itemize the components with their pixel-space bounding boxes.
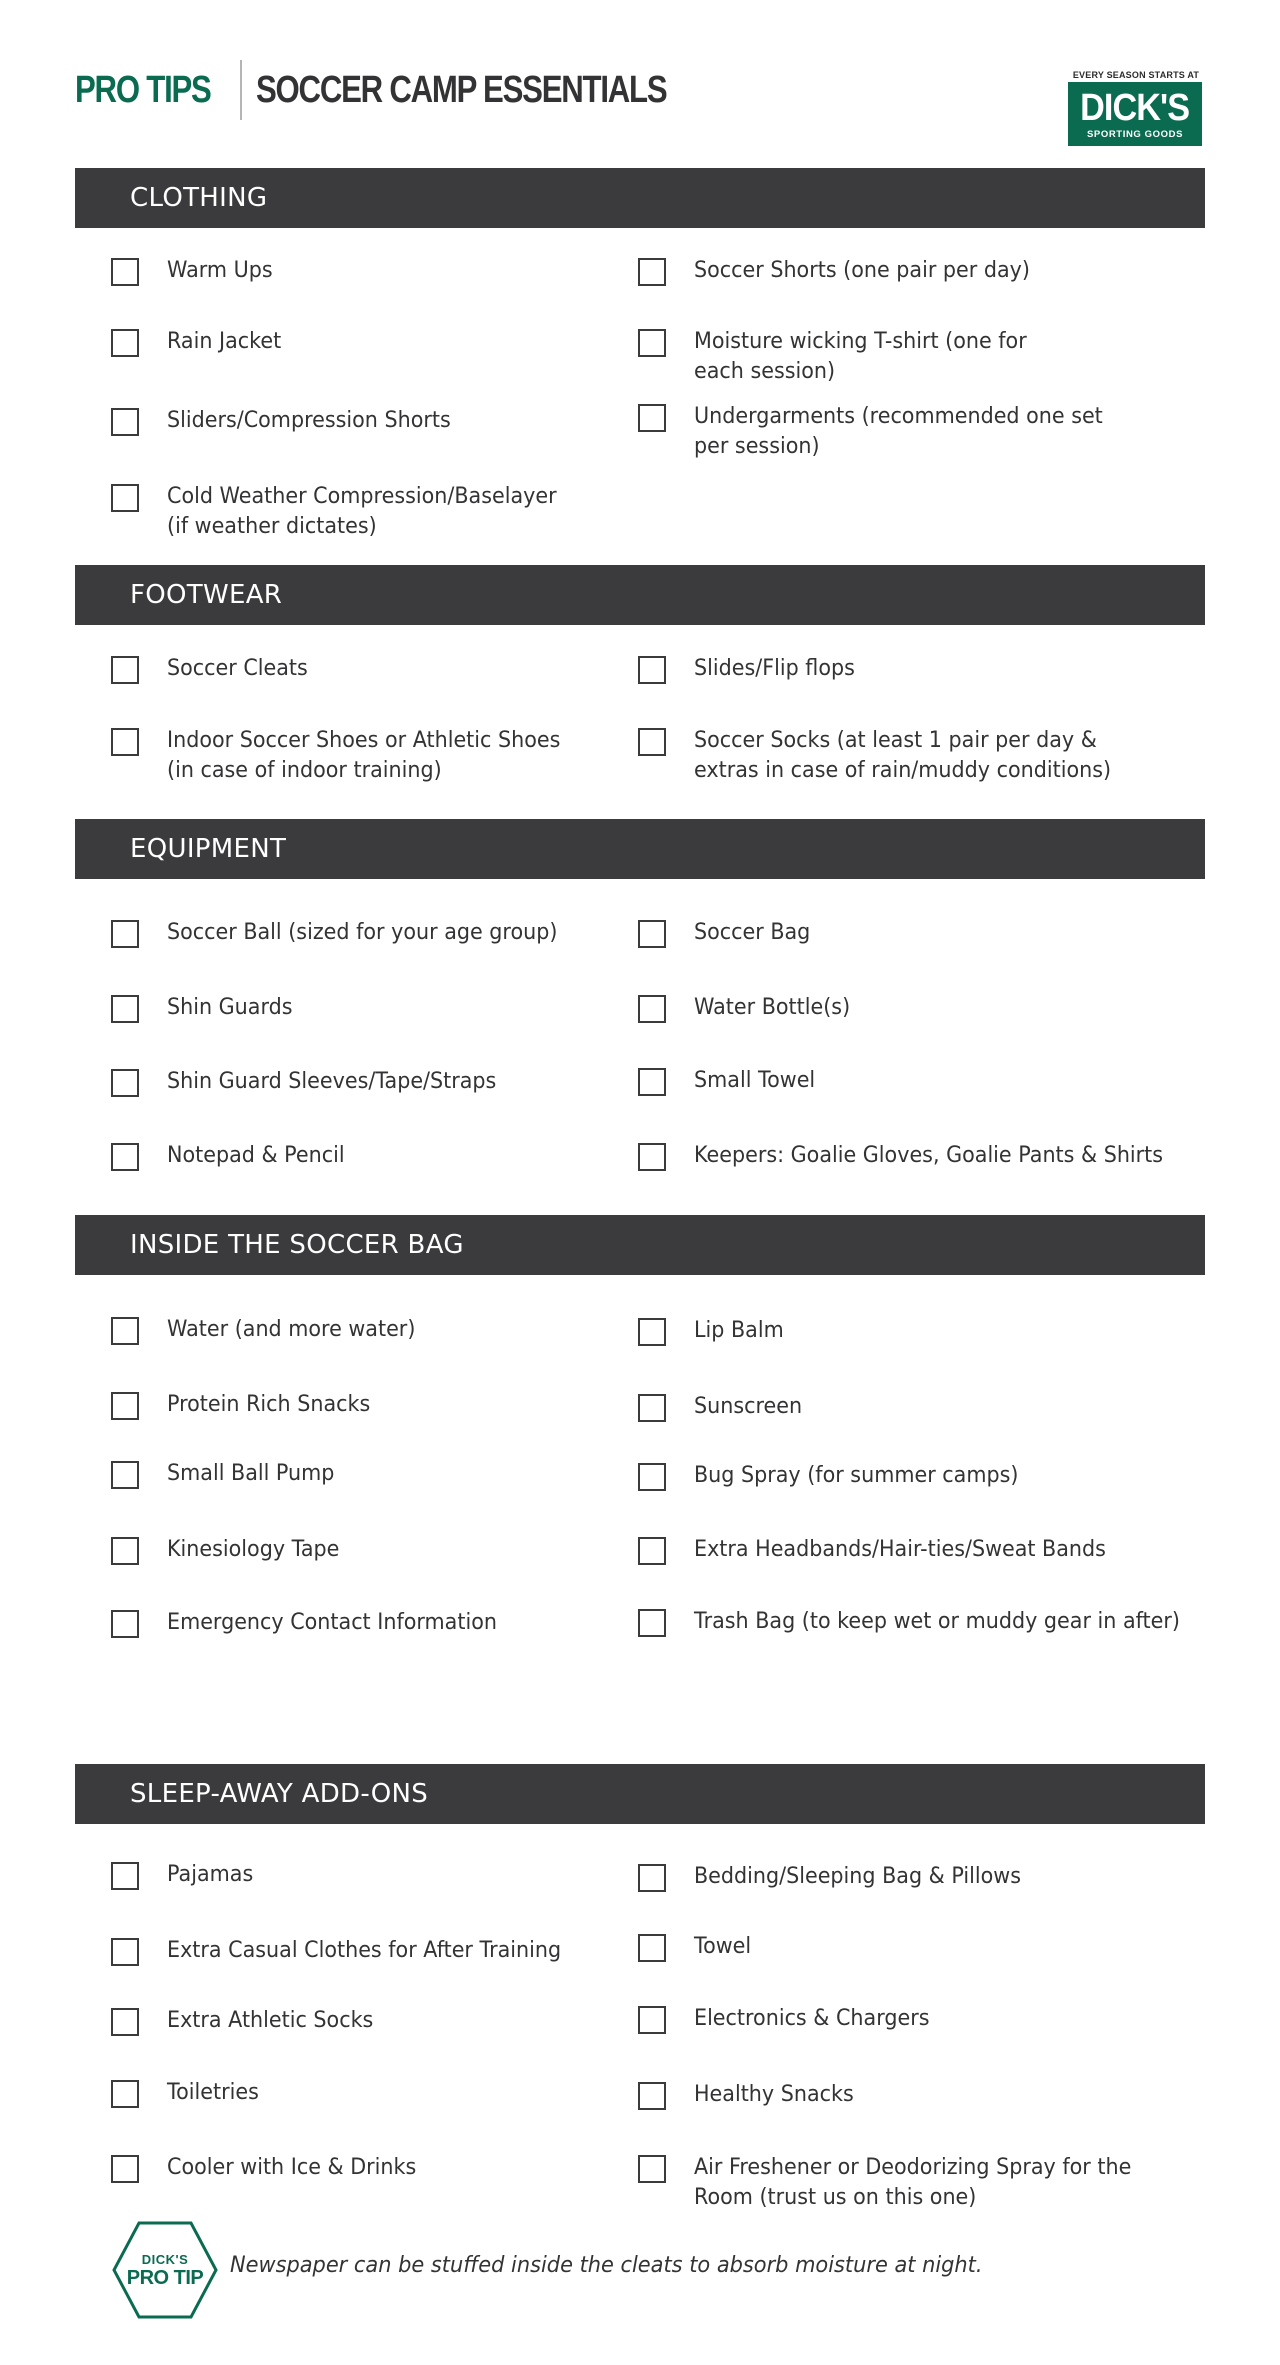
tip-brand: DICK'S	[141, 2251, 189, 2267]
checkbox[interactable]	[111, 995, 139, 1023]
checkbox[interactable]	[111, 1610, 139, 1638]
checkbox[interactable]	[638, 1068, 666, 1096]
checklist-item[interactable]	[638, 726, 1138, 786]
checklist-item[interactable]	[638, 1535, 1132, 1565]
tip-label: PRO TIP	[126, 2266, 204, 2289]
pro-tip-text: Newspaper can be stuffed inside the cleats to absorb moisture at night.	[230, 2253, 983, 2278]
checkbox[interactable]	[638, 1394, 666, 1422]
checklist-item[interactable]	[638, 1932, 755, 1962]
checkbox[interactable]	[638, 1143, 666, 1171]
checklist-item[interactable]	[111, 2006, 387, 2036]
item-label: Air Freshener or Deodorizing Spray for the Room (trust us on this one)	[694, 2155, 1132, 2210]
item-label: Slides/Flip flops	[694, 656, 855, 681]
item-label: Emergency Contact Information	[167, 1610, 497, 1635]
checkbox[interactable]	[638, 329, 666, 357]
checkbox[interactable]	[111, 329, 139, 357]
item-label: Warm Ups	[167, 258, 273, 283]
checkbox[interactable]	[111, 2008, 139, 2036]
checklist-item[interactable]	[111, 1067, 517, 1097]
item-label: Extra Headbands/Hair-ties/Sweat Bands	[694, 1537, 1106, 1562]
page-header	[75, 58, 757, 122]
checkbox[interactable]	[111, 2080, 139, 2108]
checkbox[interactable]	[638, 995, 666, 1023]
checkbox[interactable]	[638, 1318, 666, 1346]
item-label: Moisture wicking T-shirt (one for each session)	[694, 329, 1027, 384]
checkbox[interactable]	[111, 728, 139, 756]
item-label: Towel	[694, 1934, 752, 1959]
checklist-item[interactable]	[111, 406, 469, 436]
checkbox[interactable]	[111, 1862, 139, 1890]
checklist-item[interactable]	[638, 1392, 809, 1422]
item-label: Sunscreen	[694, 1394, 803, 1419]
checklist-item[interactable]	[638, 1316, 789, 1346]
item-label: Kinesiology Tape	[167, 1537, 340, 1562]
section-header-sleepaway: SLEEP-AWAY ADD-ONS	[75, 1764, 1205, 1824]
checklist-item[interactable]	[638, 1862, 1042, 1892]
item-label: Soccer Shorts (one pair per day)	[694, 258, 1030, 283]
header-divider	[240, 60, 242, 120]
checklist-item[interactable]	[111, 1608, 518, 1638]
checkbox[interactable]	[638, 404, 666, 432]
logo-tagline: EVERY SEASON STARTS AT	[1072, 70, 1200, 80]
item-label: Notepad & Pencil	[167, 1143, 345, 1168]
checkbox[interactable]	[111, 1317, 139, 1345]
checklist-item[interactable]	[638, 1607, 1211, 1637]
checkbox[interactable]	[638, 656, 666, 684]
section-header-clothing: CLOTHING	[75, 168, 1205, 228]
checklist-item[interactable]	[111, 918, 582, 948]
checklist-item[interactable]	[111, 1315, 431, 1345]
pro-tip-badge	[112, 2220, 218, 2320]
item-label: Extra Casual Clothes for After Training	[167, 1938, 562, 1963]
checklist-item[interactable]	[638, 327, 1048, 387]
section-header-equipment: EQUIPMENT	[75, 819, 1205, 879]
checklist-item[interactable]	[111, 1459, 345, 1489]
checkbox[interactable]	[111, 408, 139, 436]
checklist-item[interactable]	[638, 402, 1129, 462]
checkbox[interactable]	[638, 1934, 666, 1962]
item-label: Soccer Cleats	[167, 656, 308, 681]
item-label: Keepers: Goalie Gloves, Goalie Pants & Shirts	[694, 1143, 1164, 1168]
logo-sub: SPORTING GOODS	[1086, 128, 1184, 140]
checklist-item[interactable]	[111, 1535, 350, 1565]
checkbox[interactable]	[111, 1143, 139, 1171]
dicks-logo	[1068, 70, 1204, 146]
item-label: Lip Balm	[694, 1318, 784, 1343]
item-label: Cooler with Ice & Drinks	[167, 2155, 417, 2180]
checkbox[interactable]	[111, 1392, 139, 1420]
checkbox[interactable]	[111, 2155, 139, 2183]
item-label: Water (and more water)	[167, 1317, 416, 1342]
checkbox[interactable]	[638, 920, 666, 948]
checkbox[interactable]	[111, 656, 139, 684]
item-label: Pajamas	[167, 1862, 254, 1887]
item-label: Sliders/Compression Shorts	[167, 408, 451, 433]
item-label: Protein Rich Snacks	[167, 1392, 371, 1417]
section-header-inside-bag: INSIDE THE SOCCER BAG	[75, 1215, 1205, 1275]
logo-box	[1068, 82, 1202, 146]
item-label: Water Bottle(s)	[694, 995, 851, 1020]
checklist-item[interactable]	[638, 918, 818, 948]
item-label: Trash Bag (to keep wet or muddy gear in after)	[694, 1609, 1180, 1634]
checklist-item[interactable]	[111, 654, 317, 684]
checkbox[interactable]	[111, 1537, 139, 1565]
checklist-item[interactable]	[638, 2080, 864, 2110]
item-label: Rain Jacket	[167, 329, 282, 354]
checklist-item[interactable]	[111, 1936, 586, 1966]
checklist-item[interactable]	[638, 1461, 1039, 1491]
checklist-item[interactable]	[111, 327, 289, 357]
checkbox[interactable]	[638, 1463, 666, 1491]
checklist-item[interactable]	[638, 654, 865, 684]
checklist-item[interactable]	[638, 993, 860, 1023]
checkbox[interactable]	[111, 1069, 139, 1097]
checklist-item[interactable]	[111, 993, 301, 1023]
item-label: Shin Guard Sleeves/Tape/Straps	[167, 1069, 497, 1094]
checklist-item[interactable]	[111, 2153, 432, 2183]
checklist-item[interactable]	[638, 1066, 823, 1096]
brand-title: PRO TIPS	[75, 68, 211, 111]
item-label: Toiletries	[167, 2080, 259, 2105]
checklist-item[interactable]	[111, 1390, 383, 1420]
checkbox[interactable]	[638, 728, 666, 756]
item-label: Extra Athletic Socks	[167, 2008, 374, 2033]
checkbox[interactable]	[638, 2082, 666, 2110]
checkbox[interactable]	[111, 484, 139, 512]
item-label: Cold Weather Compression/Baselayer (if weather dictates)	[167, 484, 557, 539]
checklist-item[interactable]	[111, 1141, 356, 1171]
item-label: Indoor Soccer Shoes or Athletic Shoes (in case of indoor training)	[167, 728, 561, 783]
checklist-item[interactable]	[111, 2078, 265, 2108]
checklist-item[interactable]	[638, 1141, 1193, 1171]
checkbox[interactable]	[111, 1938, 139, 1966]
checkbox[interactable]	[638, 1609, 666, 1637]
checkbox[interactable]	[111, 1461, 139, 1489]
item-label: Electronics & Chargers	[694, 2006, 930, 2031]
section-header-footwear: FOOTWEAR	[75, 565, 1205, 625]
item-label: Bedding/Sleeping Bag & Pillows	[694, 1864, 1021, 1889]
item-label: Small Towel	[694, 1068, 816, 1093]
checkbox[interactable]	[638, 2155, 666, 2183]
checklist-item[interactable]	[111, 256, 279, 286]
item-label: Undergarments (recommended one set per session)	[694, 404, 1103, 459]
item-label: Soccer Ball (sized for your age group)	[167, 920, 558, 945]
checklist-item[interactable]	[111, 482, 581, 542]
item-label: Healthy Snacks	[694, 2082, 854, 2107]
checklist-item[interactable]	[638, 256, 1051, 286]
checklist-item[interactable]	[638, 2004, 945, 2034]
checkbox[interactable]	[638, 258, 666, 286]
checkbox[interactable]	[638, 2006, 666, 2034]
checklist-item[interactable]	[111, 726, 585, 786]
checklist-item[interactable]	[111, 1860, 259, 1890]
page-title: SOCCER CAMP ESSENTIALS	[256, 68, 667, 111]
item-label: Bug Spray (for summer camps)	[694, 1463, 1019, 1488]
item-label: Soccer Socks (at least 1 pair per day & extras in case of rain/muddy conditions)	[694, 728, 1112, 783]
checkbox[interactable]	[638, 1537, 666, 1565]
logo-name: DICK'S	[1080, 86, 1190, 129]
item-label: Small Ball Pump	[167, 1461, 335, 1486]
checkbox[interactable]	[111, 258, 139, 286]
item-label: Shin Guards	[167, 995, 293, 1020]
item-label: Soccer Bag	[694, 920, 811, 945]
checkbox[interactable]	[111, 920, 139, 948]
checklist-item[interactable]	[638, 2153, 1159, 2213]
checkbox[interactable]	[638, 1864, 666, 1892]
